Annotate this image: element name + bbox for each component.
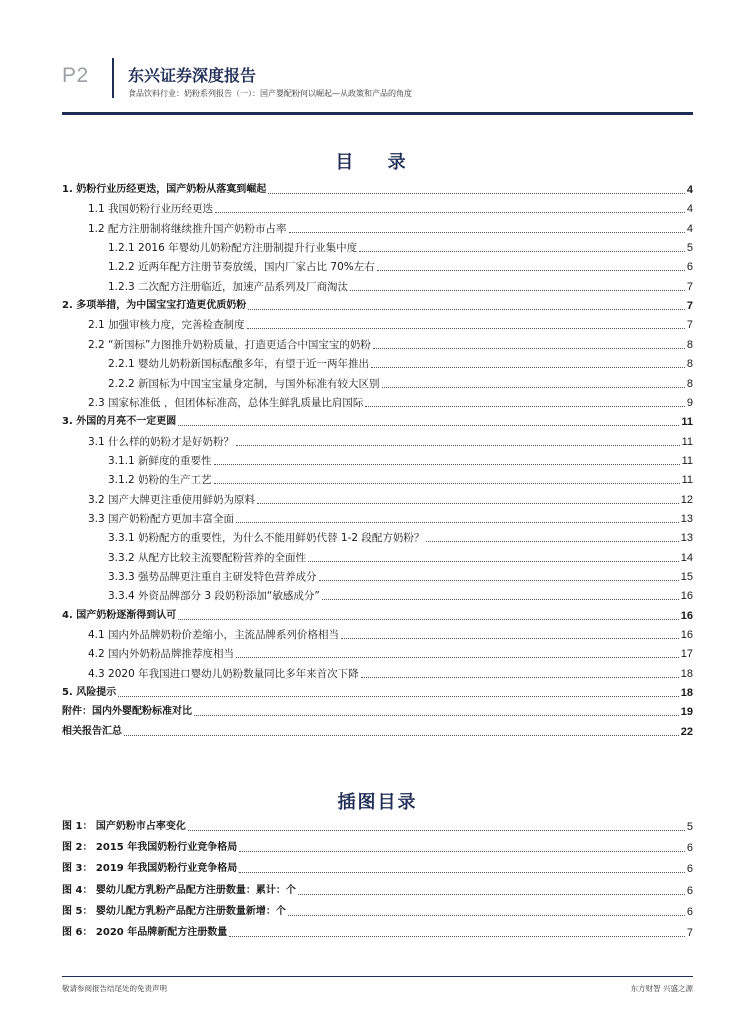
toc-entry-page: 8	[686, 377, 693, 390]
leader-dots	[194, 714, 679, 716]
toc-entry-label: 2.2.2 新国标为中国宝宝量身定制，与国外标准有较大区别	[108, 377, 380, 390]
toc-entry[interactable]	[108, 280, 693, 294]
toc-entry-page: 13	[680, 512, 693, 525]
toc-entry[interactable]	[88, 667, 693, 681]
figure-entry-page: 7	[686, 927, 693, 939]
company-slogan: 东方财智 兴盛之源	[630, 984, 693, 993]
toc-entry[interactable]	[88, 435, 693, 449]
leader-dots	[382, 386, 685, 388]
toc-entry-label: 3.2 国产大牌更注重使用鲜奶为原料	[88, 493, 256, 506]
figure-entry-label: 图 3： 2019 年我国奶粉行业竞争格局	[62, 863, 238, 875]
toc-entry-label: 4.1 国内外品牌奶粉价差缩小，主流品牌系列价格相当	[88, 629, 340, 642]
toc-entry[interactable]	[88, 628, 693, 642]
toc-entry-page: 11	[681, 454, 693, 467]
header-divider	[112, 58, 114, 98]
leader-dots	[214, 482, 680, 484]
leader-dots	[377, 269, 685, 271]
toc-entry-label: 3.3.1 奶粉配方的重要性，为什么不能用鲜奶代替 1-2 段配方奶粉？	[108, 532, 425, 545]
toc-entry[interactable]	[108, 241, 693, 255]
figure-entry[interactable]	[62, 820, 693, 834]
toc-entry[interactable]	[108, 377, 693, 391]
report-subtitle: 食品饮料行业：奶粉系列报告（一）：国产婴配粉何以崛起—从政策和产品的角度	[128, 89, 412, 98]
toc-entry-page: 11	[681, 416, 693, 429]
toc-entry-page: 19	[680, 706, 693, 719]
page-header	[0, 0, 755, 118]
leader-dots	[236, 656, 679, 658]
toc-entry-page: 7	[686, 300, 693, 313]
leader-dots	[371, 366, 685, 368]
toc-entry-label: 2.1 加强审核力度，完善检查制度	[88, 319, 245, 332]
toc-entry-label: 2.2 “新国标”力图推升奶粉质量，打造更适合中国宝宝的奶粉	[88, 338, 371, 351]
leader-dots	[322, 598, 679, 600]
toc-entry-page: 22	[680, 725, 693, 738]
toc-entry-label: 2.2.1 婴幼儿奶粉新国标酝酿多年，有望于近一两年推出	[108, 358, 370, 371]
figure-entry[interactable]	[62, 884, 693, 898]
toc-entry-label: 4.3 2020 年我国进口婴幼儿奶粉数量同比多年来首次下降	[88, 667, 359, 680]
toc-entry-page: 4	[686, 222, 693, 235]
leader-dots	[298, 893, 685, 895]
figure-entry-page: 6	[686, 884, 693, 897]
toc-entry-label: 1.2 配方注册制将继续推升国产奶粉市占率	[88, 222, 287, 235]
toc-entry-label: 1.2.1 2016 年婴幼儿奶粉配方注册制提升行业集中度	[108, 242, 358, 255]
leader-dots	[350, 289, 685, 291]
toc-entry[interactable]	[88, 202, 693, 216]
leader-dots	[268, 192, 685, 194]
toc-entry-label: 3. 外国的月亮不一定更圆	[62, 416, 177, 428]
leader-dots	[373, 347, 685, 349]
figure-entry[interactable]	[62, 905, 693, 919]
leader-dots	[288, 914, 685, 916]
toc-entry[interactable]	[108, 454, 693, 468]
toc-entry[interactable]	[108, 551, 693, 565]
toc-entry-page: 12	[680, 493, 693, 506]
toc-entry[interactable]	[62, 183, 693, 197]
leader-dots	[289, 231, 685, 233]
toc-entry-page: 15	[680, 571, 693, 583]
header-rule	[62, 112, 693, 115]
toc-entry[interactable]	[62, 725, 693, 739]
toc-entry-label: 3.1 什么样的奶粉才是好奶粉？	[88, 435, 235, 448]
leader-dots	[215, 211, 685, 213]
leader-dots	[229, 935, 685, 937]
figure-entry[interactable]	[62, 862, 693, 876]
figures-title: 插图目录	[337, 792, 418, 813]
toc-entry-page: 8	[686, 358, 693, 371]
toc-entry-page: 4	[686, 184, 693, 196]
toc-entry[interactable]	[62, 609, 693, 623]
page-number: P2	[62, 64, 89, 87]
toc-entry[interactable]	[108, 357, 693, 371]
toc-entry-label: 附件：国内外婴配粉标准对比	[62, 706, 192, 718]
leader-dots	[236, 444, 680, 446]
leader-dots	[319, 579, 679, 581]
leader-dots	[239, 850, 685, 852]
toc-entry-page: 4	[686, 203, 693, 216]
leader-dots	[178, 424, 679, 426]
toc-entry-page: 14	[680, 551, 693, 564]
toc-entry-page: 5	[686, 242, 693, 255]
figure-entry-page: 6	[686, 905, 693, 918]
leader-dots	[361, 676, 679, 678]
toc-entry[interactable]	[108, 531, 693, 545]
leader-dots	[118, 695, 679, 697]
toc-entry-page: 11	[681, 474, 693, 487]
toc-entry-label: 3.3.4 外资品牌部分 3 段奶粉添加“敏感成分”	[108, 590, 320, 603]
toc-entry[interactable]	[88, 318, 693, 332]
toc-entry[interactable]	[62, 299, 693, 313]
figure-entry-page: 5	[686, 821, 693, 833]
toc-entry-page: 9	[686, 396, 693, 409]
leader-dots	[214, 463, 680, 465]
toc-entry[interactable]	[108, 260, 693, 274]
figure-entry-label: 图 4： 婴幼儿配方乳粉产品配方注册数量：累计：个	[62, 884, 296, 896]
toc-entry-label: 1.1 我国奶粉行业历经更迭	[88, 203, 214, 216]
figure-entry-label: 图 5： 婴幼儿配方乳粉产品配方注册数量新增：个	[62, 905, 286, 917]
toc-entry-label: 3.1.1 新鲜度的重要性	[108, 454, 212, 467]
figure-entry-page: 6	[686, 863, 693, 876]
brand-title: 东兴证券深度报告	[128, 66, 257, 85]
toc-entry-label: 1.2.2 近两年配方注册节奏放缓，国内厂家占比 70%左右	[108, 261, 375, 274]
toc-entry[interactable]	[88, 493, 693, 507]
leader-dots	[359, 250, 685, 252]
toc-entry-label: 4. 国产奶粉逐渐得到认可	[62, 609, 177, 621]
toc-entry-label: 1. 奶粉行业历经更迭，国产奶粉从落寞到崛起	[62, 184, 267, 195]
toc-entry-label: 3.3 国产奶粉配方更加丰富全面	[88, 512, 235, 525]
leader-dots	[308, 560, 679, 562]
toc-entry[interactable]	[62, 686, 693, 700]
toc-entry-label: 5. 风险提示	[62, 687, 117, 699]
toc-entry-page: 7	[686, 319, 693, 332]
toc-entry[interactable]	[62, 705, 693, 719]
figure-entry[interactable]	[62, 841, 693, 855]
toc-entry-page: 18	[680, 687, 693, 700]
leader-dots	[188, 829, 685, 831]
toc-entry[interactable]	[108, 570, 693, 584]
leader-dots	[239, 871, 685, 873]
leader-dots	[257, 502, 679, 504]
figure-entry-label: 图 2： 2015 年我国奶粉行业竞争格局	[62, 842, 238, 854]
footer-rule	[62, 976, 693, 977]
toc-entry[interactable]	[88, 512, 693, 526]
toc-title: 目 录	[335, 152, 420, 173]
leader-dots	[426, 540, 678, 542]
toc-entry-label: 相关报告汇总	[62, 725, 122, 737]
toc-entry-page: 16	[680, 609, 693, 622]
toc-entry[interactable]	[88, 396, 693, 410]
toc-entry-page: 6	[686, 261, 693, 274]
figure-entry-label: 图 6： 2020 年品牌新配方注册数量	[62, 927, 228, 938]
toc-entry-page: 16	[680, 629, 693, 642]
toc-entry[interactable]	[62, 415, 693, 429]
toc-entry-label: 1.2.3 二次配方注册临近，加速产品系列及厂商淘汰	[108, 280, 349, 293]
leader-dots	[365, 405, 685, 407]
toc-entry-page: 8	[686, 338, 693, 351]
toc-entry[interactable]	[88, 338, 693, 352]
toc-entry[interactable]	[108, 589, 693, 603]
leader-dots	[341, 637, 679, 639]
leader-dots	[248, 308, 685, 310]
toc-entry-page: 16	[680, 590, 693, 603]
toc-entry[interactable]	[88, 647, 693, 661]
leader-dots	[124, 734, 679, 736]
toc-entry-label: 3.1.2 奶粉的生产工艺	[108, 474, 212, 487]
figure-entry[interactable]	[62, 926, 693, 940]
figure-entry-label: 图 1： 国产奶粉市占率变化	[62, 821, 186, 832]
toc-entry-label: 4.2 国内外奶粉品牌推荐度相当	[88, 648, 235, 661]
disclaimer-note: 敬请参阅报告结尾处的免责声明	[62, 984, 167, 993]
figure-entry-page: 6	[686, 842, 693, 855]
toc-entry[interactable]	[108, 473, 693, 487]
toc-entry[interactable]	[88, 222, 693, 236]
leader-dots	[247, 327, 685, 329]
toc-entry-label: 2. 多项举措，为中国宝宝打造更优质奶粉	[62, 300, 247, 312]
toc-entry-page: 7	[686, 280, 693, 293]
toc-entry-page: 11	[681, 435, 693, 448]
leader-dots	[236, 521, 679, 523]
leader-dots	[178, 618, 679, 620]
toc-entry-page: 13	[680, 532, 693, 545]
toc-entry-label: 3.3.3 强势品牌更注重自主研发特色营养成分	[108, 571, 317, 583]
toc-entry-page: 18	[680, 667, 693, 680]
toc-entry-page: 17	[680, 648, 693, 661]
toc-entry-label: 2.3 国家标准低 ，但团体标准高，总体生鲜乳质量比肩国际	[88, 396, 364, 409]
toc-entry-label: 3.3.2 从配方比较主流婴配粉营养的全面性	[108, 551, 307, 564]
